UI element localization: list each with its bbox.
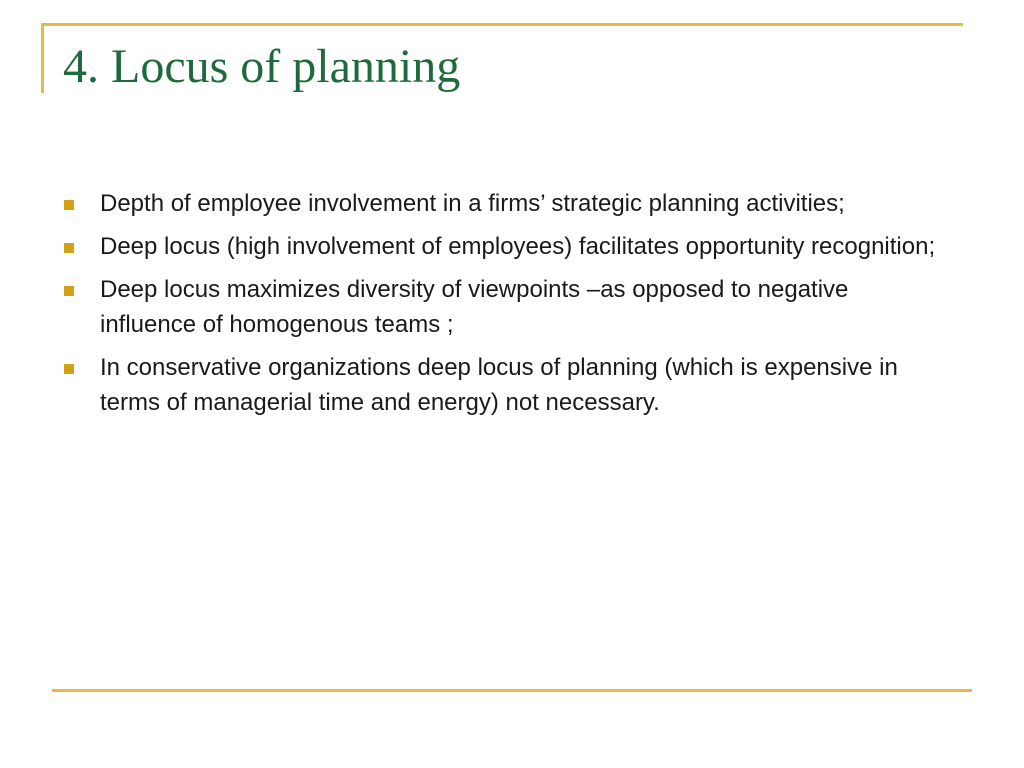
- slide-title: 4. Locus of planning: [63, 40, 461, 93]
- bullet-item: [60, 186, 940, 221]
- bullet-text: Deep locus maximizes diversity of viewpoints –as opposed to negative influence of homogenous teams ;: [100, 276, 849, 338]
- square-bullet-icon: [64, 286, 74, 296]
- bullet-text: In conservative organizations deep locus of planning (which is expensive in terms of managerial time and energy) not necessary.: [100, 354, 898, 416]
- bullet-item: [60, 350, 940, 420]
- square-bullet-icon: [64, 243, 74, 253]
- bullet-text: Deep locus (high involvement of employees) facilitates opportunity recognition;: [100, 233, 936, 260]
- frame-bottom-rule: [52, 689, 972, 692]
- bullet-item: [60, 272, 940, 342]
- square-bullet-icon: [64, 364, 74, 374]
- frame-left-rule: [41, 23, 44, 93]
- frame-top-rule: [41, 23, 963, 26]
- bullet-list: [60, 186, 940, 428]
- square-bullet-icon: [64, 200, 74, 210]
- bullet-item: [60, 229, 940, 264]
- bullet-text: Depth of employee involvement in a firms’ strategic planning activities;: [100, 190, 845, 217]
